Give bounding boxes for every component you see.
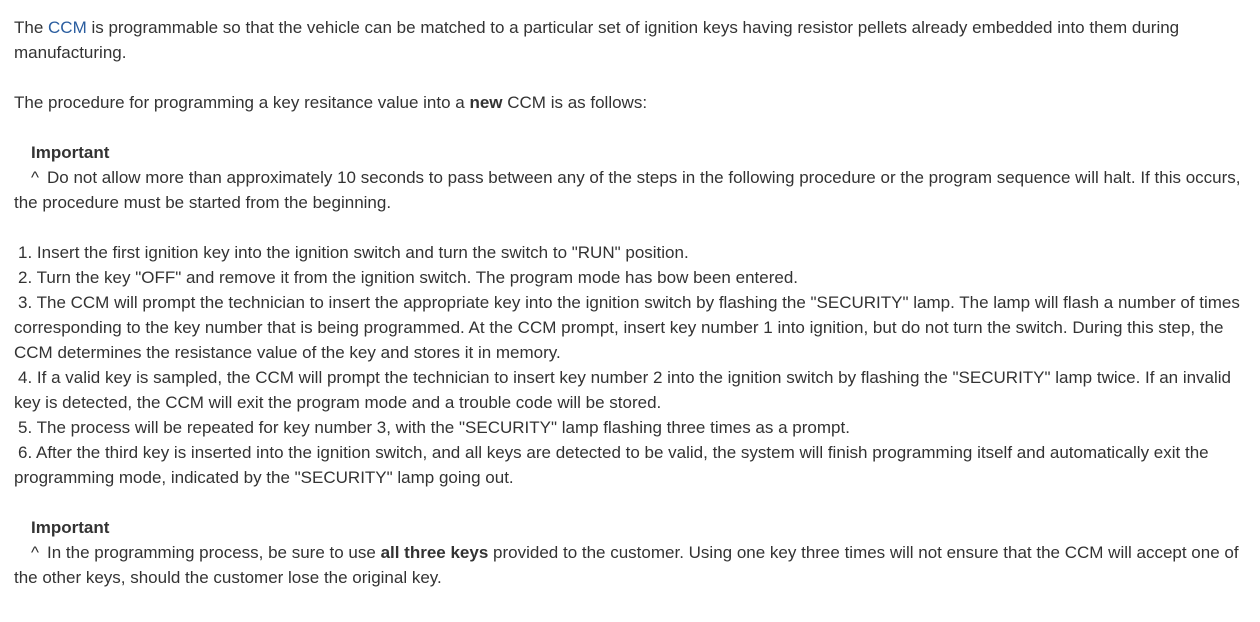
intro-paragraph: The CCM is programmable so that the vehicle can be matched to a particular set of ignition keys having resistor pellets already embedded into them during manufacturing. (14, 18, 1180, 62)
step-item: 3. The CCM will prompt the technician to insert the appropriate key into the ignition switch by flashing the "SECURITY" lamp. The lamp will flash a number of times corresponding to the key number that is being programmed. At the CCM prompt, insert key number 1 into ignition, but do not turn the switch. During this step, the CCM determines the resistance value of the key and stores it in memory. (14, 293, 1240, 362)
important-note-2 (14, 515, 1246, 590)
step-item: 6. After the third key is inserted into the ignition switch, and all keys are detected to be valid, the system will finish programming itself and automatically exit the programming mode, indicated by the "SECURITY" lamp going out. (14, 443, 1209, 487)
important-title: Important (31, 143, 110, 162)
step-item: 2. Turn the key "OFF" and remove it from the ignition switch. The program mode has bow been entered. (18, 268, 798, 287)
new-emphasis: new (469, 93, 503, 112)
steps-list (14, 240, 1246, 490)
procedure-intro: The procedure for programming a key resitance value into a new CCM is as follows: (14, 93, 648, 112)
step-item: 1. Insert the first ignition key into the ignition switch and turn the switch to "RUN" position. (18, 243, 689, 262)
ccm-link[interactable]: CCM (48, 18, 87, 37)
important-text: ^ In the programming process, be sure to use all three keys provided to the customer. Using one key three times will not ensure that the CCM will accept one of the other keys, should the customer lose the original key. (14, 540, 1246, 590)
important-text: ^ Do not allow more than approximately 10 seconds to pass between any of the steps in the following procedure or the program sequence will halt. If this occurs, the procedure must be started from the beginning. (14, 165, 1246, 215)
step-item: 5. The process will be repeated for key number 3, with the "SECURITY" lamp flashing three times as a prompt. (18, 418, 850, 437)
important-note-1 (14, 140, 1246, 215)
step-item: 4. If a valid key is sampled, the CCM will prompt the technician to insert key number 2 into the ignition switch by flashing the "SECURITY" lamp twice. If an invalid key is detected, the CCM will exit the program mode and a trouble code will be stored. (14, 368, 1232, 412)
caret-icon: ^ (31, 543, 39, 562)
caret-icon: ^ (31, 168, 39, 187)
important-title: Important (31, 518, 110, 537)
all-three-keys-emphasis: all three keys (380, 543, 489, 562)
